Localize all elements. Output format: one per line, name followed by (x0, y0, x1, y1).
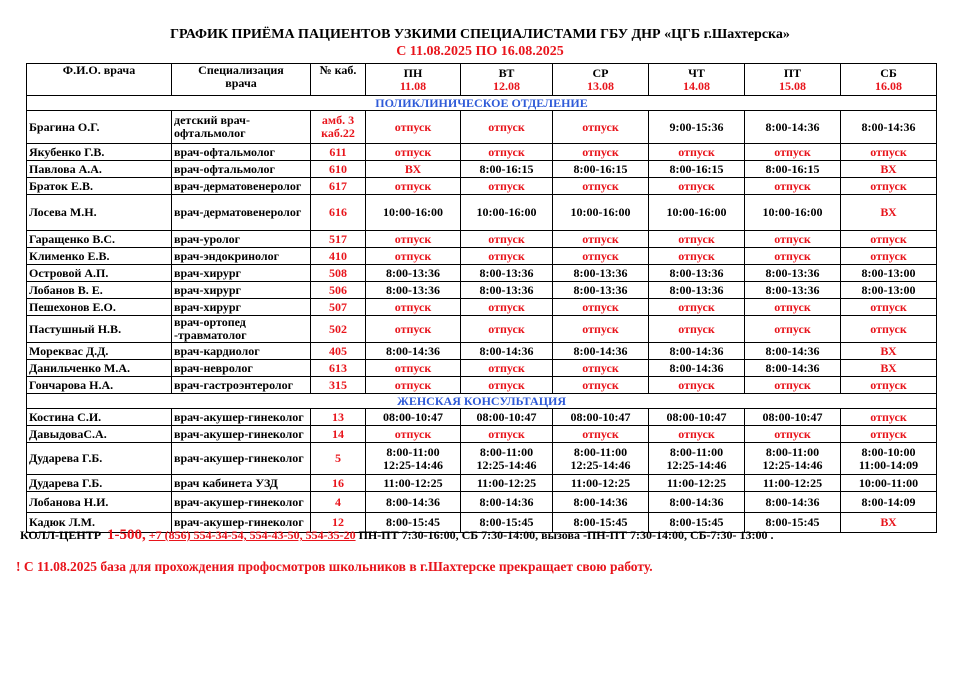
schedule-cell: 8:00-13:00 (841, 265, 937, 282)
doctor-name: Лобанов В. Е. (27, 282, 172, 299)
room-number: 507 (311, 299, 366, 316)
schedule-cell: отпуск (745, 231, 841, 248)
schedule-cell: 10:00-16:00 (649, 195, 745, 231)
schedule-cell: отпуск (366, 231, 461, 248)
schedule-cell: отпуск (461, 360, 553, 377)
col-day-header: СБ 16.08 (841, 64, 937, 96)
room-number: 405 (311, 343, 366, 360)
room-number: 13 (311, 409, 366, 426)
schedule-cell: отпуск (553, 426, 649, 443)
schedule-cell: отпуск (553, 248, 649, 265)
schedule-cell: 8:00-14:36 (745, 360, 841, 377)
schedule-cell: 8:00-14:09 (841, 492, 937, 513)
schedule-cell: ВХ (841, 360, 937, 377)
schedule-cell: 11:00-12:25 (553, 475, 649, 492)
room-number: 508 (311, 265, 366, 282)
schedule-cell: отпуск (841, 426, 937, 443)
schedule-cell: 8:00-13:36 (649, 282, 745, 299)
schedule-cell: 10:00-16:00 (745, 195, 841, 231)
schedule-cell: отпуск (745, 178, 841, 195)
schedule-cell: 8:00-14:36 (553, 343, 649, 360)
table-row (27, 343, 937, 360)
table-row (27, 377, 937, 394)
schedule-cell: 11:00-12:25 (649, 475, 745, 492)
doctor-name: Браток Е.В. (27, 178, 172, 195)
schedule-cell: отпуск (745, 248, 841, 265)
doctor-name: Павлова А.А. (27, 161, 172, 178)
schedule-table (26, 63, 937, 533)
room-number: 12 (311, 513, 366, 533)
schedule-cell: отпуск (461, 178, 553, 195)
specialization: врач-кардиолог (172, 343, 311, 360)
doctor-name: Пешехонов Е.О. (27, 299, 172, 316)
schedule-cell: отпуск (461, 111, 553, 144)
specialization: врач-офтальмолог (172, 161, 311, 178)
col-room-header: № каб. (311, 64, 366, 96)
schedule-cell: 8:00-14:36 (649, 360, 745, 377)
table-row (27, 248, 937, 265)
schedule-cell: 8:00-14:36 (649, 492, 745, 513)
schedule-cell: 8:00-11:00 12:25-14:46 (553, 443, 649, 475)
room-number: амб. 3 каб.22 (311, 111, 366, 144)
schedule-cell: 9:00-15:36 (649, 111, 745, 144)
schedule-cell: 8:00-13:36 (553, 265, 649, 282)
table-row (27, 360, 937, 377)
table-row (27, 299, 937, 316)
room-number: 16 (311, 475, 366, 492)
schedule-cell: 8:00-14:36 (841, 111, 937, 144)
schedule-cell: отпуск (745, 299, 841, 316)
table-row (27, 144, 937, 161)
schedule-cell: отпуск (366, 316, 461, 343)
schedule-cell: отпуск (366, 299, 461, 316)
room-number: 517 (311, 231, 366, 248)
schedule-cell: отпуск (553, 299, 649, 316)
schedule-cell: отпуск (649, 178, 745, 195)
schedule-cell: 10:00-11:00 (841, 475, 937, 492)
room-number: 4 (311, 492, 366, 513)
room-number: 506 (311, 282, 366, 299)
schedule-cell: отпуск (745, 144, 841, 161)
schedule-cell: отпуск (553, 316, 649, 343)
schedule-cell: 8:00-13:36 (461, 265, 553, 282)
col-spec-header (172, 64, 311, 96)
room-number: 613 (311, 360, 366, 377)
specialization: врач-акушер-гинеколог (172, 443, 311, 475)
room-number: 5 (311, 443, 366, 475)
doctor-name: Островой А.П. (27, 265, 172, 282)
schedule-cell: отпуск (649, 316, 745, 343)
schedule-cell: отпуск (461, 248, 553, 265)
doctor-name: Данильченко М.А. (27, 360, 172, 377)
schedule-cell: 8:00-11:00 12:25-14:46 (649, 443, 745, 475)
schedule-cell: отпуск (841, 316, 937, 343)
table-row (27, 195, 937, 231)
schedule-cell: 8:00-11:00 12:25-14:46 (461, 443, 553, 475)
schedule-cell: отпуск (841, 409, 937, 426)
schedule-cell: 8:00-16:15 (461, 161, 553, 178)
schedule-cell: отпуск (553, 144, 649, 161)
col-name-header: Ф.И.О. врача (27, 64, 172, 96)
schedule-cell: отпуск (461, 377, 553, 394)
schedule-cell: 8:00-14:36 (745, 492, 841, 513)
schedule-cell: отпуск (366, 426, 461, 443)
call-center-info (20, 527, 774, 544)
specialization: врач-уролог (172, 231, 311, 248)
call-center-label: КОЛЛ-ЦЕНТР (20, 528, 102, 542)
schedule-cell: 8:00-14:36 (553, 492, 649, 513)
doctor-name: Брагина О.Г. (27, 111, 172, 144)
schedule-cell: 8:00-14:36 (745, 343, 841, 360)
schedule-cell: отпуск (841, 299, 937, 316)
specialization: врач-дерматовенеролог (172, 178, 311, 195)
doctor-name: ДавыдоваС.А. (27, 426, 172, 443)
schedule-cell: 8:00-14:36 (649, 343, 745, 360)
specialization: врач кабинета УЗД (172, 475, 311, 492)
schedule-cell: отпуск (649, 144, 745, 161)
schedule-cell: 11:00-12:25 (461, 475, 553, 492)
specialization: детский врач-офтальмолог (172, 111, 311, 144)
schedule-cell: 8:00-13:36 (553, 282, 649, 299)
doctor-name: Дударева Г.Б. (27, 443, 172, 475)
schedule-cell: 8:00-16:15 (649, 161, 745, 178)
schedule-cell: отпуск (461, 316, 553, 343)
schedule-cell: 8:00-13:36 (461, 282, 553, 299)
doctor-name: Лосева М.Н. (27, 195, 172, 231)
schedule-cell: отпуск (649, 248, 745, 265)
doctor-name: Мореквас Д.Д. (27, 343, 172, 360)
schedule-cell: ВХ (366, 161, 461, 178)
table-row (27, 265, 937, 282)
table-row (27, 443, 937, 475)
schedule-cell: отпуск (366, 144, 461, 161)
schedule-cell: отпуск (553, 360, 649, 377)
schedule-cell: 8:00-14:36 (461, 492, 553, 513)
doctor-name: Дударева Г.Б. (27, 475, 172, 492)
specialization: врач-акушер-гинеколог (172, 426, 311, 443)
schedule-cell: отпуск (461, 299, 553, 316)
schedule-cell: 8:00-13:36 (649, 265, 745, 282)
schedule-cell: 10:00-16:00 (553, 195, 649, 231)
section-header: ПОЛИКЛИНИЧЕСКОЕ ОТДЕЛЕНИЕ (27, 96, 937, 111)
schedule-cell: 8:00-15:45 (553, 513, 649, 533)
call-center-hours: ПН-ПТ 7:30-16:00, СБ 7:30-14:00, вызова -ПН-ПТ 7:30-14:00, СБ-7:30- 13:00 . (358, 528, 774, 542)
col-spec-header-line2: врача (225, 76, 257, 90)
call-center-phones[interactable]: +7 (856) 554-34-54, 554-43-50, 554-35-20 (148, 528, 356, 542)
schedule-cell: ВХ (841, 161, 937, 178)
schedule-cell: 08:00-10:47 (461, 409, 553, 426)
schedule-cell: отпуск (841, 377, 937, 394)
room-number: 502 (311, 316, 366, 343)
table-row (27, 316, 937, 343)
date-range: С 11.08.2025 ПО 16.08.2025 (396, 44, 564, 59)
schedule-cell: отпуск (553, 377, 649, 394)
schedule-cell: 08:00-10:47 (553, 409, 649, 426)
schedule-cell: 08:00-10:47 (745, 409, 841, 426)
specialization: врач-ортопед -травматолог (172, 316, 311, 343)
schedule-cell: 8:00-16:15 (553, 161, 649, 178)
schedule-cell: отпуск (745, 426, 841, 443)
table-header (27, 64, 937, 96)
room-number: 617 (311, 178, 366, 195)
schedule-cell: 8:00-15:45 (366, 513, 461, 533)
schedule-cell: отпуск (745, 316, 841, 343)
section-header: ЖЕНСКАЯ КОНСУЛЬТАЦИЯ (27, 394, 937, 409)
specialization: врач-хирург (172, 265, 311, 282)
schedule-cell: отпуск (553, 178, 649, 195)
table-row (27, 178, 937, 195)
call-center-short-number: 1-500, (107, 527, 146, 543)
col-day-header: ПТ 15.08 (745, 64, 841, 96)
doctor-name: Гончарова Н.А. (27, 377, 172, 394)
schedule-cell: ВХ (841, 195, 937, 231)
col-spec-header-line1: Специализация (198, 63, 284, 77)
specialization: врач-эндокринолог (172, 248, 311, 265)
room-number: 610 (311, 161, 366, 178)
room-number: 611 (311, 144, 366, 161)
table-row (27, 409, 937, 426)
schedule-cell: 8:00-13:36 (366, 265, 461, 282)
schedule-cell: 8:00-13:36 (366, 282, 461, 299)
specialization: врач-хирург (172, 299, 311, 316)
schedule-cell: отпуск (649, 299, 745, 316)
schedule-cell: 8:00-14:36 (461, 343, 553, 360)
room-number: 616 (311, 195, 366, 231)
page-title: ГРАФИК ПРИЁМА ПАЦИЕНТОВ УЗКИМИ СПЕЦИАЛИСТАМИ ГБУ ДНР «ЦГБ г.Шахтерска» (170, 27, 790, 42)
schedule-cell: 8:00-11:00 12:25-14:46 (366, 443, 461, 475)
schedule-cell: отпуск (841, 178, 937, 195)
schedule-cell: 8:00-14:36 (745, 111, 841, 144)
specialization: врач-акушер-гинеколог (172, 513, 311, 533)
schedule-cell: 8:00-11:00 12:25-14:46 (745, 443, 841, 475)
schedule-cell: отпуск (366, 111, 461, 144)
col-day-header: ЧТ 14.08 (649, 64, 745, 96)
schedule-cell: 8:00-14:36 (366, 343, 461, 360)
schedule-cell: отпуск (841, 144, 937, 161)
specialization: врач-невролог (172, 360, 311, 377)
doctor-name: Якубенко Г.В. (27, 144, 172, 161)
specialization: врач-гастроэнтеролог (172, 377, 311, 394)
specialization: врач-акушер-гинеколог (172, 492, 311, 513)
doctor-name: Костина С.И. (27, 409, 172, 426)
schedule-cell: отпуск (461, 426, 553, 443)
schedule-cell: 8:00-14:36 (366, 492, 461, 513)
schedule-cell: отпуск (745, 377, 841, 394)
schedule-cell: ВХ (841, 513, 937, 533)
schedule-cell: 8:00-15:45 (461, 513, 553, 533)
schedule-cell: 8:00-10:00 11:00-14:09 (841, 443, 937, 475)
specialization: врач-акушер-гинеколог (172, 409, 311, 426)
schedule-cell: 08:00-10:47 (366, 409, 461, 426)
room-number: 315 (311, 377, 366, 394)
schedule-cell: ВХ (841, 343, 937, 360)
table-row (27, 492, 937, 513)
schedule-cell: отпуск (649, 377, 745, 394)
schedule-cell: 8:00-13:36 (745, 265, 841, 282)
table-row (27, 475, 937, 492)
col-day-header: ПН 11.08 (366, 64, 461, 96)
specialization: врач-офтальмолог (172, 144, 311, 161)
schedule-cell: 8:00-13:00 (841, 282, 937, 299)
schedule-cell: отпуск (366, 360, 461, 377)
schedule-cell: отпуск (366, 248, 461, 265)
schedule-cell: 10:00-16:00 (461, 195, 553, 231)
table-row (27, 231, 937, 248)
table-row (27, 426, 937, 443)
schedule-cell: 11:00-12:25 (366, 475, 461, 492)
schedule-cell: отпуск (461, 231, 553, 248)
schedule-cell: 8:00-15:45 (649, 513, 745, 533)
schedule-cell: отпуск (366, 178, 461, 195)
col-day-header: ВТ 12.08 (461, 64, 553, 96)
table-row (27, 282, 937, 299)
schedule-cell: отпуск (366, 377, 461, 394)
specialization: врач-дерматовенеролог (172, 195, 311, 231)
schedule-cell: 8:00-16:15 (745, 161, 841, 178)
schedule-cell: 8:00-13:36 (745, 282, 841, 299)
doctor-name: Гаращенко В.С. (27, 231, 172, 248)
doctor-name: Лобанова Н.И. (27, 492, 172, 513)
doctor-name: Кадюк Л.М. (27, 513, 172, 533)
room-number: 14 (311, 426, 366, 443)
schedule-cell: отпуск (553, 111, 649, 144)
schedule-cell: 08:00-10:47 (649, 409, 745, 426)
schedule-cell: отпуск (461, 144, 553, 161)
col-day-header: СР 13.08 (553, 64, 649, 96)
specialization: врач-хирург (172, 282, 311, 299)
notice-text: ! С 11.08.2025 база для прохождения профосмотров школьников в г.Шахтерске прекращает свою работу. (16, 559, 653, 574)
schedule-cell: 11:00-12:25 (745, 475, 841, 492)
table-row (27, 111, 937, 144)
schedule-cell: 8:00-15:45 (745, 513, 841, 533)
schedule-cell: отпуск (649, 231, 745, 248)
table-body (27, 96, 937, 533)
schedule-cell: отпуск (553, 231, 649, 248)
schedule-cell: отпуск (841, 231, 937, 248)
room-number: 410 (311, 248, 366, 265)
schedule-cell: 10:00-16:00 (366, 195, 461, 231)
doctor-name: Пастушный Н.В. (27, 316, 172, 343)
schedule-cell: отпуск (841, 248, 937, 265)
doctor-name: Клименко Е.В. (27, 248, 172, 265)
schedule-cell: отпуск (649, 426, 745, 443)
table-row (27, 161, 937, 178)
